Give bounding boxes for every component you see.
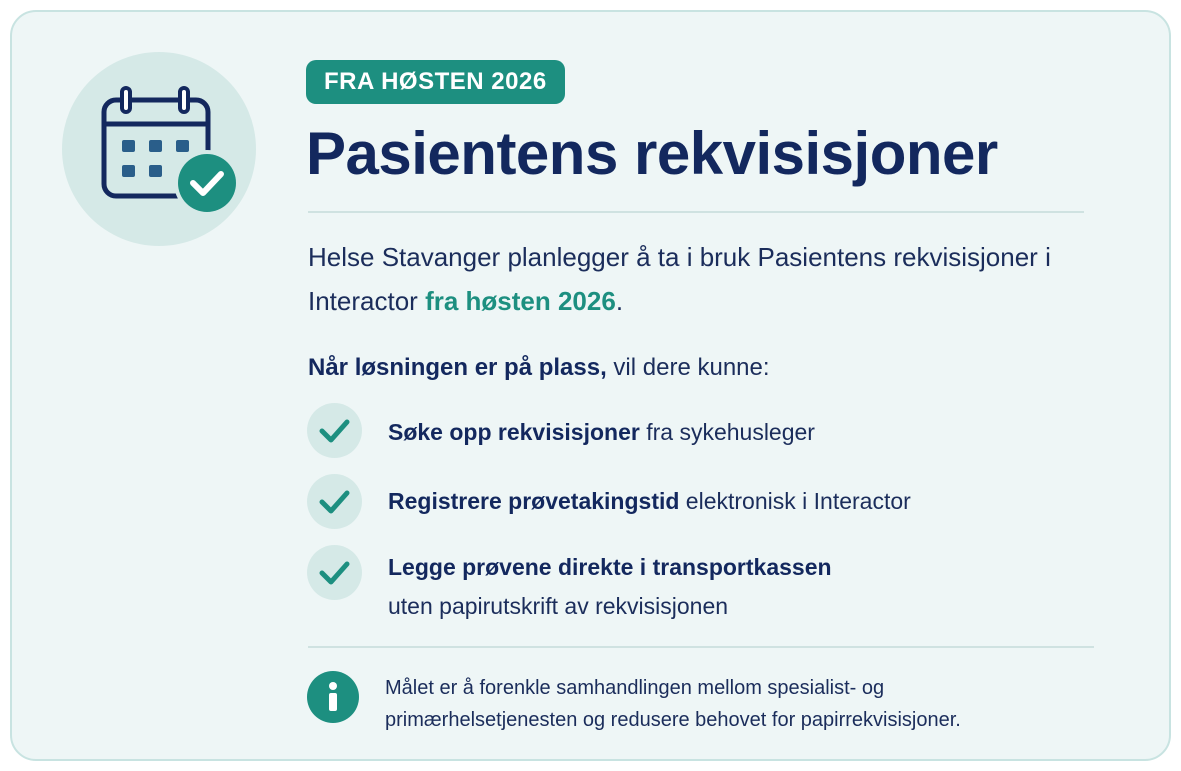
info-icon (307, 671, 359, 723)
check-badge-2 (307, 474, 362, 529)
item-bold: Registrere prøvetakingstid (388, 488, 680, 514)
list-item (388, 416, 815, 448)
footer-note (385, 672, 961, 736)
item-rest: fra sykehusleger (639, 419, 815, 445)
check-icon (307, 474, 362, 529)
footer-divider (308, 646, 1094, 648)
item-bold: Søke opp rekvisisjoner (388, 419, 640, 445)
intro-text (308, 235, 1068, 323)
page-title: Pasientens rekvisisjoner (306, 120, 998, 187)
header-divider (308, 211, 1084, 213)
calendar-icon-circle (62, 52, 256, 246)
list-item (388, 485, 911, 517)
note-line-2: primærhelsetjenesten og redusere behovet for papirrekvisisjoner. (385, 709, 961, 731)
season-badge: FRA HØSTEN 2026 (306, 60, 565, 104)
check-icon (307, 403, 362, 458)
intro-end: . (615, 286, 624, 316)
note-line-1: Målet er å forenkle samhandlingen mellom spesialist- og (385, 677, 885, 699)
benefits-lead (308, 350, 770, 386)
check-badge-1 (307, 403, 362, 458)
calendar-check-icon (62, 52, 256, 246)
check-badge-3 (307, 545, 362, 600)
check-icon (307, 545, 362, 600)
lead-bold: Når løsningen er på plass, (308, 354, 607, 381)
item-bold: Legge prøvene direkte i transportkassen (388, 554, 832, 580)
intro-highlight: fra høsten 2026 (425, 286, 616, 316)
info-badge (307, 671, 359, 723)
list-item (388, 551, 832, 583)
intro-body: Helse Stavanger planlegger å ta i bruk Pasientens rekvisisjoner i Interactor (308, 242, 1051, 316)
list-item-continuation: uten papirutskrift av rekvisisjonen (388, 593, 729, 619)
lead-rest: vil dere kunne: (606, 354, 770, 381)
item-rest: elektronisk i Interactor (679, 488, 911, 514)
